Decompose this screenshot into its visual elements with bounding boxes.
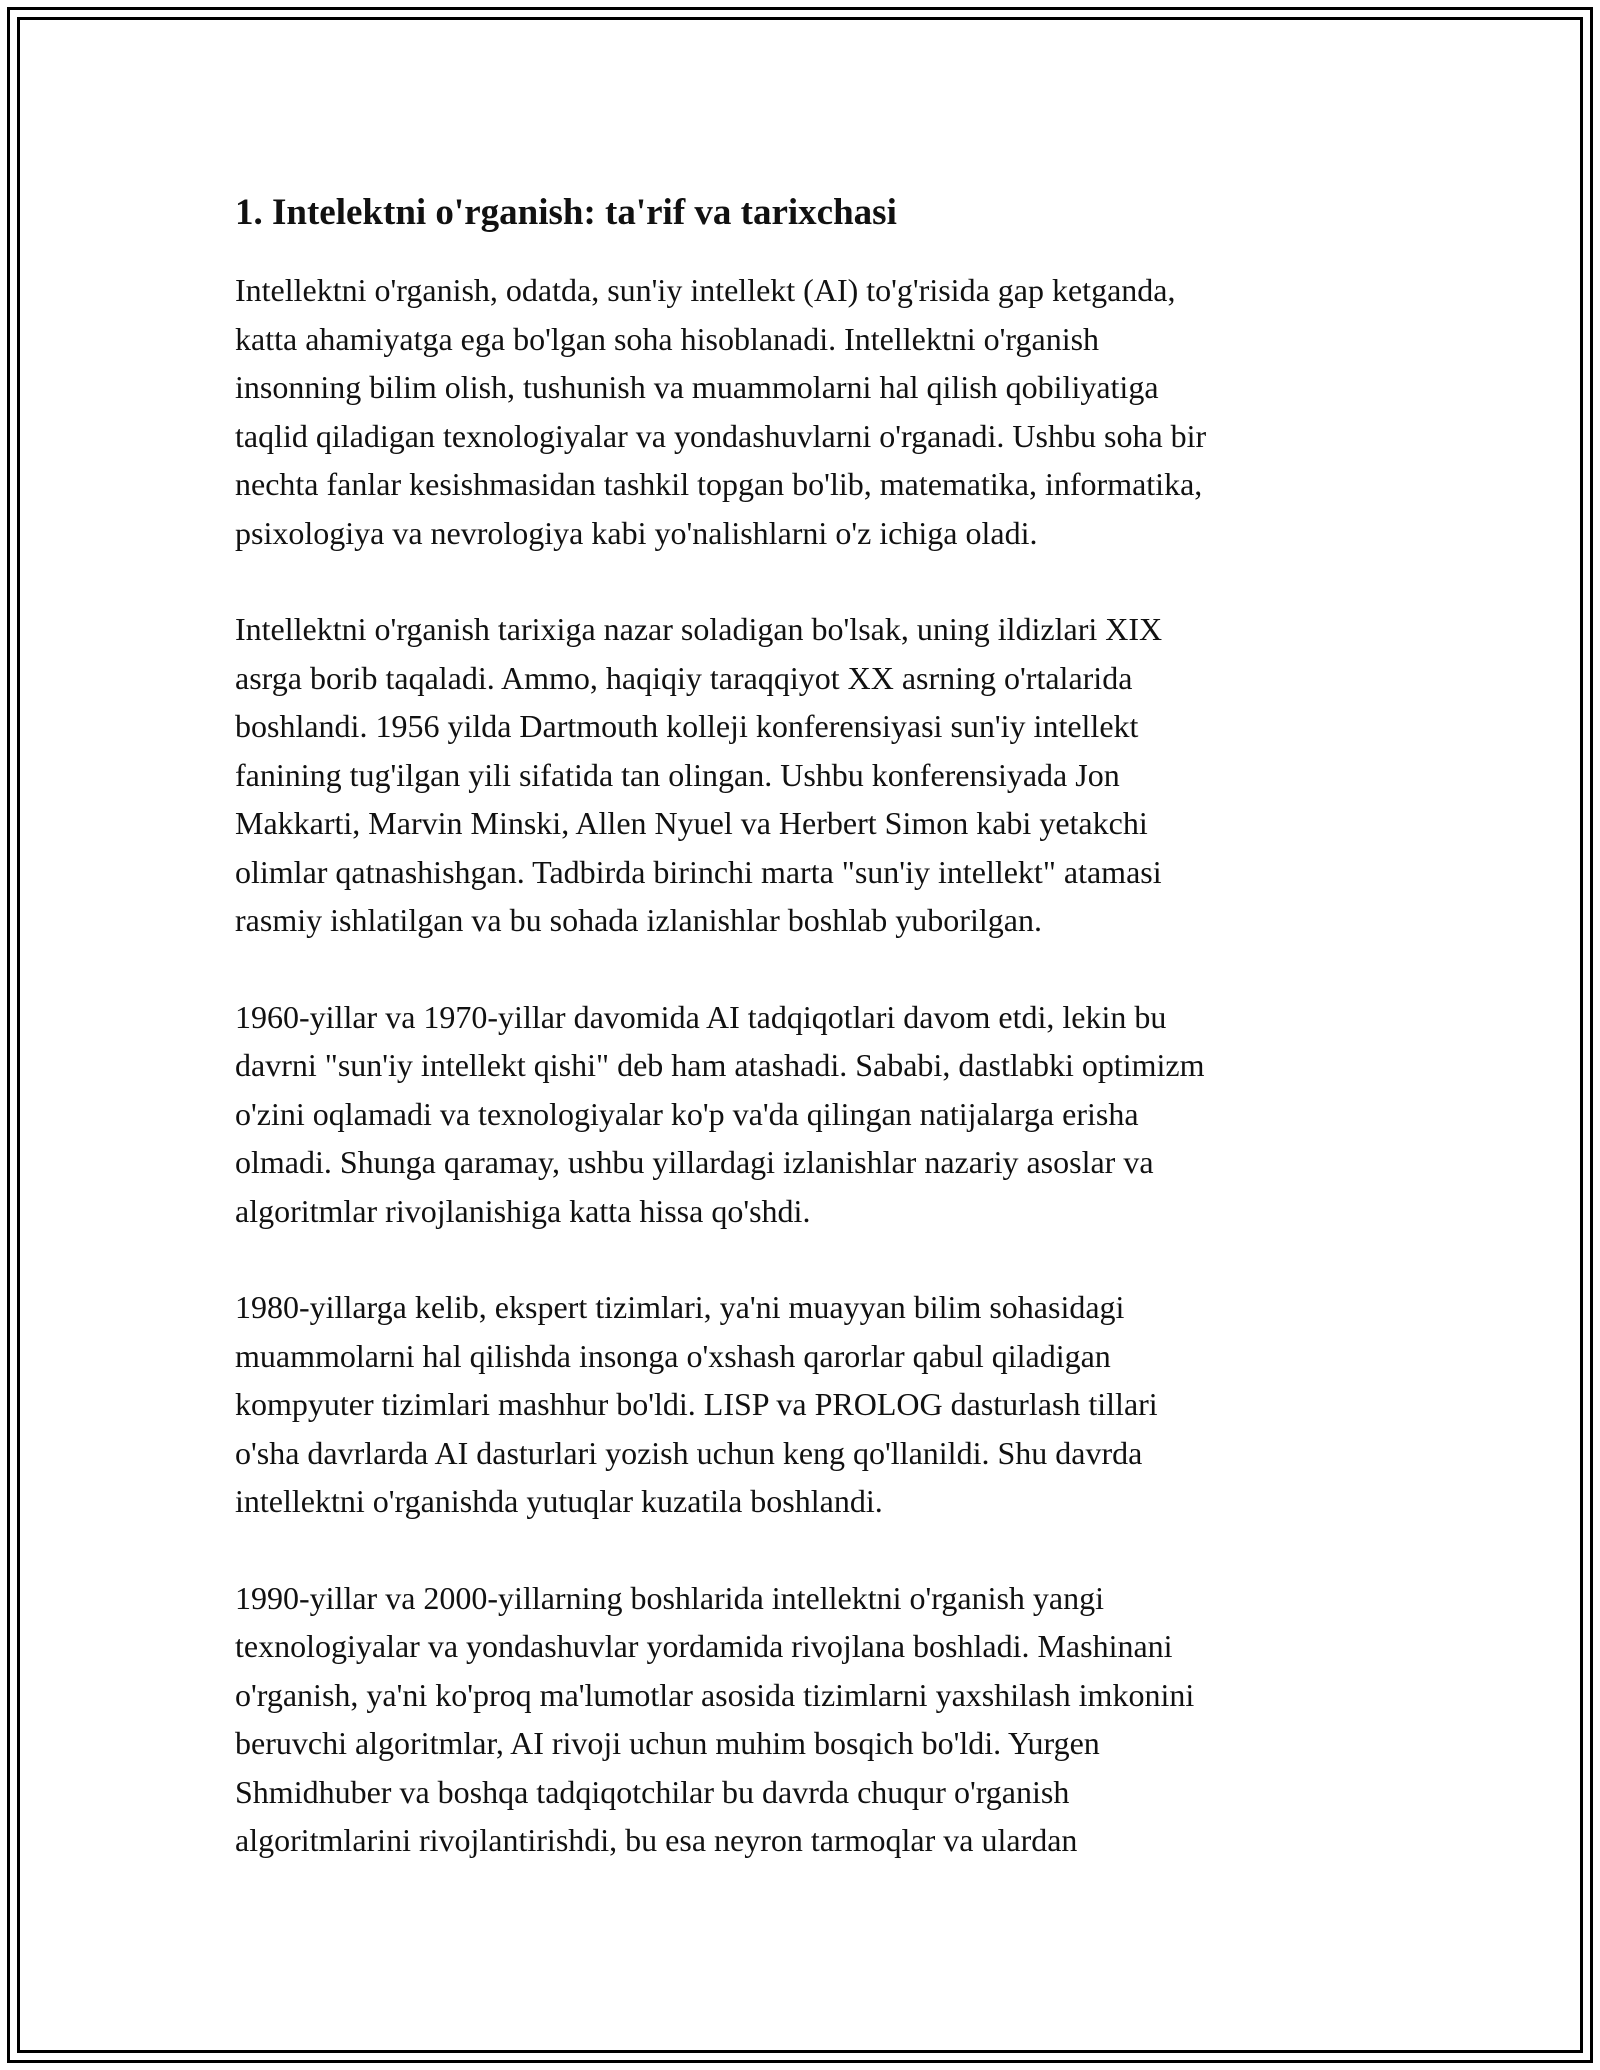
paragraph-line: o'rganish, ya'ni ko'proq ma'lumotlar asosida tizimlarni yaxshilash imkonini	[235, 1676, 1195, 1713]
paragraph-line: psixologiya va nevrologiya kabi yo'nalishlarni o'z ichiga oladi.	[235, 514, 1038, 551]
paragraph-line: o'sha davrlarda AI dasturlari yozish uchun keng qo'llanildi. Shu davrda	[235, 1434, 1143, 1471]
paragraph-line: nechta fanlar kesishmasidan tashkil topgan bo'lib, matematika, informatika,	[235, 466, 1203, 502]
paragraph-2	[235, 605, 1365, 945]
paragraph-line: o'zini oqlamadi va texnologiyalar ko'p va'da qilingan natijalarga erisha	[235, 1095, 1139, 1132]
paragraph-line: muammolarni hal qilishda insonga o'xshash qarorlar qabul qiladigan	[235, 1337, 1111, 1374]
paragraph-line: boshlandi. 1956 yilda Dartmouth kolleji konferensiyasi sun'iy intellekt	[235, 708, 1139, 744]
paragraph-line: texnologiyalar va yondashuvlar yordamida rivojlana boshladi. Mashinani	[235, 1628, 1173, 1664]
paragraph-4	[235, 1283, 1365, 1526]
paragraph-line: 1960-yillar va 1970-yillar davomida AI tadqiqotlari davom etdi, lekin bu	[235, 998, 1167, 1035]
paragraph-line: insonning bilim olish, tushunish va muammolarni hal qilish qobiliyatiga	[235, 369, 1159, 405]
paragraph-5	[235, 1574, 1365, 1865]
paragraph-line: Intellektni o'rganish, odatda, sun'iy intellekt (AI) to'g'risida gap ketganda,	[235, 272, 1176, 308]
paragraph-line: Makkarti, Marvin Minski, Allen Nyuel va Herbert Simon kabi yetakchi	[235, 805, 1148, 841]
paragraph-line: kompyuter tizimlari mashhur bo'ldi. LISP va PROLOG dasturlash tillari	[235, 1386, 1158, 1422]
paragraph-line: intellektni o'rganishda yutuqlar kuzatila boshlandi.	[235, 1483, 883, 1519]
paragraph-line: 1990-yillar va 2000-yillarning boshlarida intellektni o'rganish yangi	[235, 1579, 1104, 1616]
paragraph-line: fanining tug'ilgan yili sifatida tan olingan. Ushbu konferensiyada Jon	[235, 756, 1120, 793]
paragraph-line: taqlid qiladigan texnologiyalar va yondashuvlarni o'rganadi. Ushbu soha bir	[235, 417, 1207, 454]
paragraph-line: rasmiy ishlatilgan va bu sohada izlanishlar boshlab yuborilgan.	[235, 902, 1042, 938]
paragraph-line: beruvchi algoritmlar, AI rivoji uchun muhim bosqich bo'ldi. Yurgen	[235, 1725, 1100, 1761]
paragraph-3	[235, 993, 1365, 1236]
section-heading: 1. Intelektni o'rganish: ta'rif va tarixchasi	[235, 192, 897, 233]
paragraph-line: asrga borib taqaladi. Ammo, haqiqiy taraqqiyot XX asrning o'rtalarida	[235, 659, 1133, 696]
paragraph-line: katta ahamiyatga ega bo'lgan soha hisoblanadi. Intellektni o'rganish	[235, 320, 1100, 357]
document-body	[235, 185, 1365, 1913]
paragraph-line: algoritmlarini rivojlantirishdi, bu esa neyron tarmoqlar va ulardan	[235, 1822, 1078, 1858]
paragraph-line: olimlar qatnashishgan. Tadbirda birinchi marta "sun'iy intellekt" atamasi	[235, 853, 1162, 890]
paragraph-line: 1980-yillarga kelib, ekspert tizimlari, ya'ni muayyan bilim sohasidagi	[235, 1289, 1125, 1325]
paragraph-line: Intellektni o'rganish tarixiga nazar soladigan bo'lsak, uning ildizlari XIX	[235, 611, 1163, 647]
paragraph-line: davrni "sun'iy intellekt qishi" deb ham atashadi. Sababi, dastlabki optimizm	[235, 1047, 1205, 1083]
paragraph-line: olmadi. Shunga qaramay, ushbu yillardagi izlanishlar nazariy asoslar va	[235, 1144, 1154, 1180]
paragraph-line: algoritmlar rivojlanishiga katta hissa qo'shdi.	[235, 1192, 811, 1229]
paragraph-line: Shmidhuber va boshqa tadqiqotchilar bu davrda chuqur o'rganish	[235, 1773, 1070, 1810]
paragraph-1	[235, 266, 1365, 557]
